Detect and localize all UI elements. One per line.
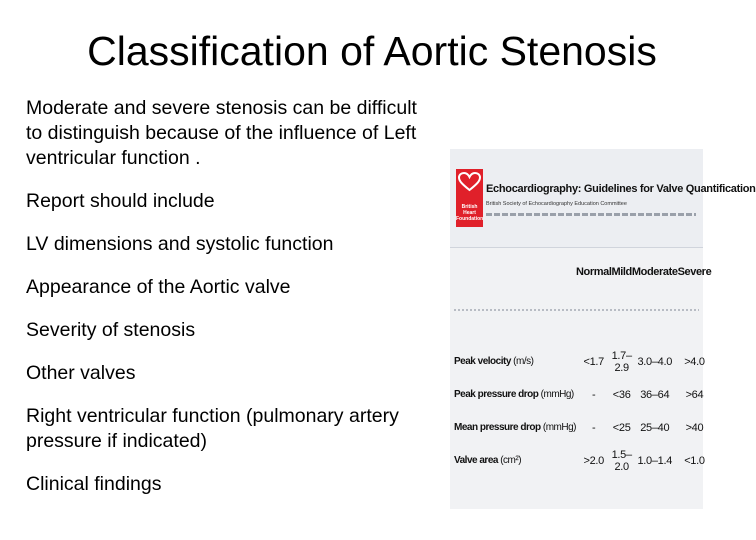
table-row xyxy=(454,345,711,378)
table-row xyxy=(454,378,711,411)
bullet-item: Moderate and severe stenosis can be difficult to distinguish because of the influence of Left ventricular function . xyxy=(26,97,417,169)
table-cell: 1.5–2.0 xyxy=(611,448,632,473)
row-label: Peak velocity (m/s) xyxy=(454,356,534,367)
table-cell: 36–64 xyxy=(640,388,670,401)
table-row xyxy=(454,444,711,477)
table-header-row xyxy=(454,257,711,287)
row-label: Peak pressure drop (mmHg) xyxy=(454,389,574,400)
column-header: Severe xyxy=(677,266,712,278)
bhf-logo xyxy=(456,169,483,227)
row-label: Mean pressure drop (mmHg) xyxy=(454,422,576,433)
guideline-authors-line xyxy=(486,213,696,216)
bullet-item: Clinical findings xyxy=(26,473,162,495)
table-cell: <36 xyxy=(612,388,631,401)
table-cell: 1.7–2.9 xyxy=(611,349,632,374)
bullet-list xyxy=(26,96,436,515)
slide-title: Classification of Aortic Stenosis xyxy=(87,28,657,74)
valve-guideline-image xyxy=(450,149,756,509)
bullet-item: Right ventricular function (pulmonary artery pressure if indicated) xyxy=(26,405,399,452)
row-label: Valve area (cm²) xyxy=(454,455,522,466)
table-cell: - xyxy=(592,421,596,434)
stenosis-severity-table xyxy=(454,257,711,477)
guideline-header xyxy=(450,149,756,248)
logo-text: British Heart Foundation xyxy=(456,204,484,222)
bullet-item: Severity of stenosis xyxy=(26,319,196,341)
table-cell: >40 xyxy=(685,421,704,434)
table-row xyxy=(454,411,711,444)
bullet-item: Report should include xyxy=(26,190,215,212)
table-cell: 1.0–1.4 xyxy=(637,454,673,467)
table-cell: >4.0 xyxy=(684,355,705,368)
table-cell: <1.7 xyxy=(583,355,604,368)
table-cell: 25–40 xyxy=(640,421,670,434)
table-cell: <1.0 xyxy=(684,454,705,467)
bullet-item: Other valves xyxy=(26,362,136,384)
table-cell: 3.0–4.0 xyxy=(637,355,673,368)
guideline-subtitle: British Society of Echocardiography Education Committee xyxy=(486,201,627,207)
guideline-title: Echocardiography: Guidelines for Valve Quantification xyxy=(486,183,756,195)
table-cell: >64 xyxy=(685,388,704,401)
table-cell: >2.0 xyxy=(583,454,604,467)
column-header: Moderate xyxy=(631,266,678,278)
table-cell: - xyxy=(592,388,596,401)
table-cell: <25 xyxy=(612,421,631,434)
column-header: Mild xyxy=(611,266,632,278)
bullet-item: LV dimensions and systolic function xyxy=(26,233,334,255)
column-header: Normal xyxy=(575,266,612,278)
bullet-item: Appearance of the Aortic valve xyxy=(26,276,291,298)
heart-icon xyxy=(458,172,481,192)
